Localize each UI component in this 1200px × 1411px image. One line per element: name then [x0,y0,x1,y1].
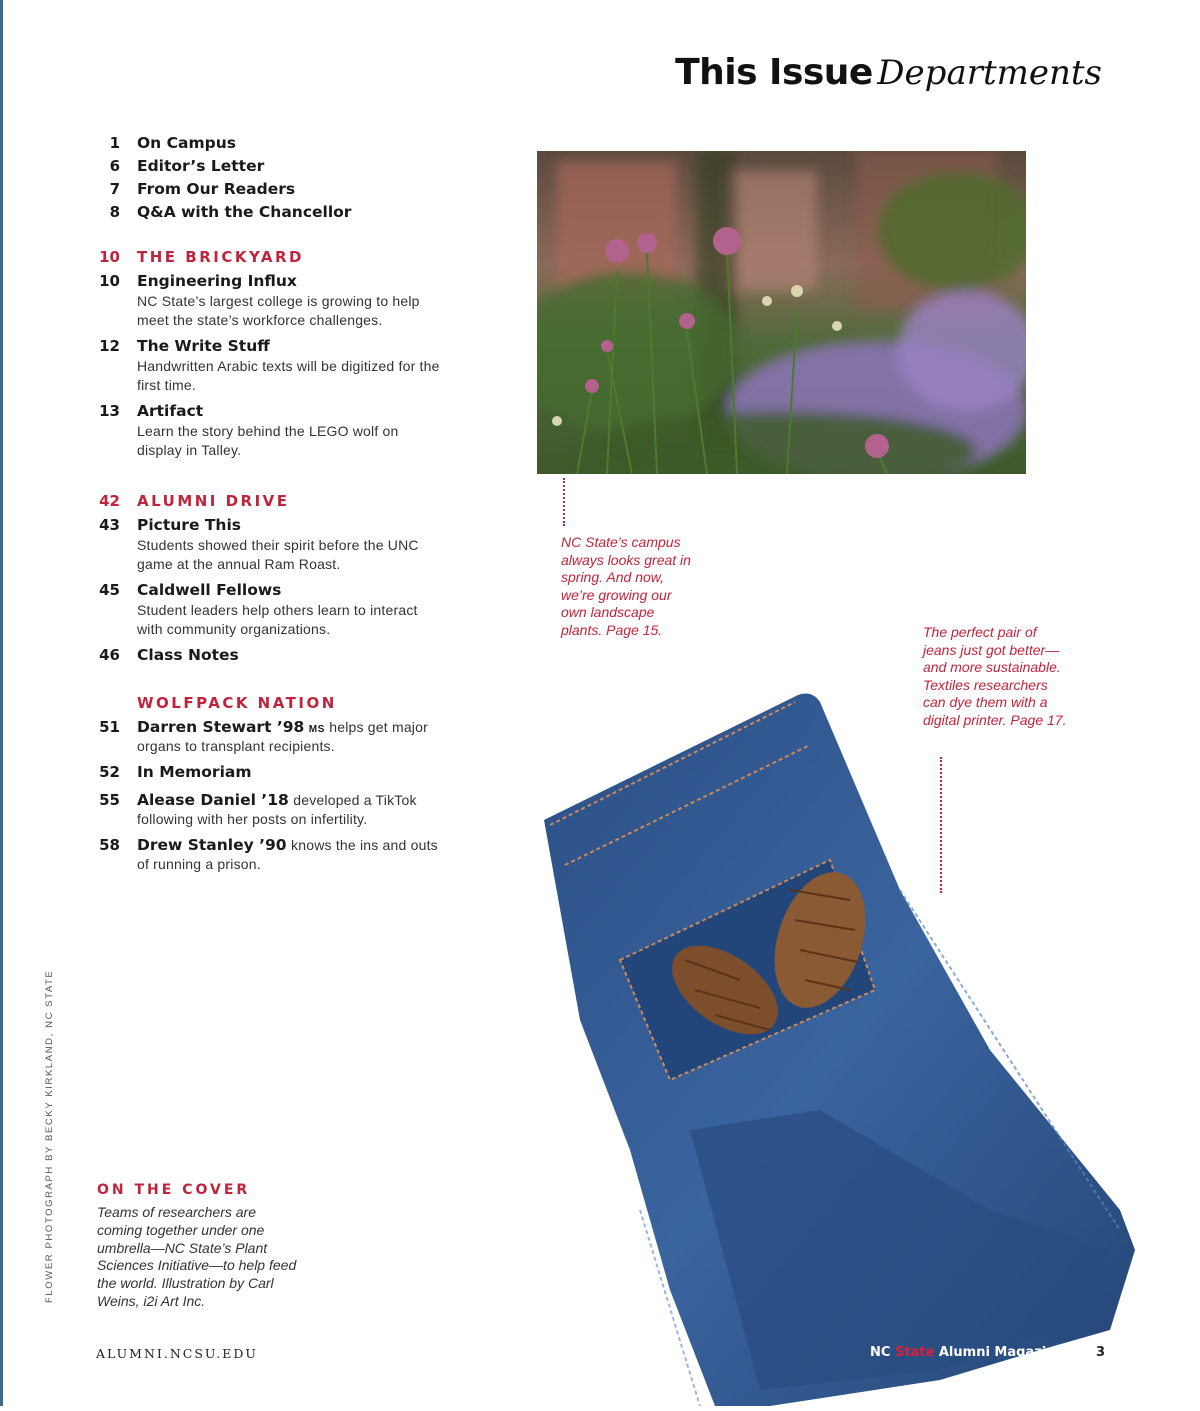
section-title: ALUMNI DRIVE [137,492,290,510]
cover-text: Teams of researchers are coming together under one umbrella—NC State’s Plant Sciences Initiative—to help feed the world. Illustration by Carl Weins, i2i Art Inc. [97,1204,297,1309]
title-italic: Departments [877,53,1102,93]
toc-page-number: 13 [99,402,120,420]
toc-item[interactable] [90,157,460,180]
toc-inline-text: knows the ins and outs [291,837,438,853]
photo-credit: FLOWER PHOTOGRAPH BY BECKY KIRKLAND, NC STATE [44,969,55,1303]
toc-page-number: 51 [99,718,120,736]
table-of-contents [90,134,460,874]
toc-item[interactable] [90,718,460,737]
toc-page-number: 10 [99,248,120,266]
title-bold: This Issue [675,52,873,93]
toc-title: Darren Stewart ’98 [137,718,305,736]
toc-page-number: 42 [99,492,120,510]
toc-description: NC State’s largest college is growing to help meet the state’s workforce challenges. [137,293,420,328]
section-heading-brickyard[interactable] [90,248,460,272]
toc-title: Caldwell Fellows [137,581,282,599]
toc-item[interactable] [90,337,460,355]
section-title: THE BRICKYARD [137,248,304,266]
magazine-name [870,1345,1064,1360]
footer-url[interactable]: ALUMNI.NCSU.EDU [96,1346,258,1361]
toc-title: Class Notes [137,646,239,664]
magazine-nc: NC [870,1345,891,1360]
jeans-caption: The perfect pair of jeans just got better—and more sustainable. Textiles researchers can dye them with a digital printer. Page 17. [923,624,1067,728]
toc-item[interactable] [90,180,460,203]
flowers-caption: NC State’s campus always looks great in spring. And now, we’re growing our own landscape plants. Page 15. [561,534,691,638]
toc-title: On Campus [137,134,236,152]
magazine-state: State [894,1345,935,1360]
caption-leader-line [563,478,565,526]
toc-item[interactable] [90,402,460,420]
toc-page-number: 46 [99,646,120,664]
section-title: WOLFPACK NATION [137,694,337,712]
toc-page-number: 43 [99,516,120,534]
toc-page-number: 58 [99,836,120,854]
page-edge-strip [0,0,3,1406]
cover-heading: ON THE COVER [97,1182,251,1198]
jeans-photo-art [520,690,1180,1406]
page-title [675,52,1102,93]
toc-page-number: 8 [109,203,120,221]
toc-item[interactable] [90,272,460,290]
toc-title: Alease Daniel ’18 [137,791,289,809]
toc-page-number: 1 [109,134,120,152]
toc-description: of running a prison. [137,856,261,872]
toc-item[interactable] [90,516,460,534]
toc-title: Artifact [137,402,204,420]
toc-title: Picture This [137,516,242,534]
magazine-rest: Alumni Magazine [938,1345,1065,1360]
on-the-cover [97,1182,297,1311]
toc-page-number: 55 [99,791,120,809]
toc-description: Handwritten Arabic texts will be digitized for the first time. [137,358,440,393]
toc-inline-text: helps get major [329,719,428,735]
toc-title: From Our Readers [137,180,296,198]
toc-title: Engineering Influx [137,272,297,290]
flowers-photo-art [537,151,1026,474]
toc-item[interactable] [90,836,460,855]
toc-description: Students showed their spirit before the UNC game at the annual Ram Roast. [137,537,419,572]
toc-title: In Memoriam [137,763,252,781]
toc-description: organs to transplant recipients. [137,738,335,754]
degree-suffix: MS [308,724,325,735]
flowers-photo [537,151,1026,474]
toc-item[interactable] [90,791,460,810]
toc-page-number: 45 [99,581,120,599]
toc-title: Q&A with the Chancellor [137,203,352,221]
toc-description: Student leaders help others learn to interact with community organizations. [137,602,418,637]
section-heading-alumni-drive[interactable] [90,492,460,516]
toc-inline-text: developed a TikTok [293,792,417,808]
toc-description: Learn the story behind the LEGO wolf on display in Talley. [137,423,399,458]
toc-title: The Write Stuff [137,337,270,355]
section-heading-wolfpack-nation[interactable] [90,694,460,718]
toc-item[interactable] [90,581,460,599]
toc-page-number: 52 [99,763,120,781]
toc-title: Editor’s Letter [137,157,265,175]
toc-description: following with her posts on infertility. [137,811,368,827]
toc-page-number: 6 [109,157,120,175]
toc-page-number: 12 [99,337,120,355]
toc-page-number: 10 [99,272,120,290]
toc-page-number: 7 [109,180,120,198]
toc-title: Drew Stanley ’90 [137,836,287,854]
toc-item[interactable] [90,203,460,226]
page-number: 3 [1096,1345,1106,1360]
toc-item[interactable] [90,646,460,664]
jeans-photo [520,690,1180,1406]
toc-item[interactable] [90,134,460,157]
toc-item[interactable] [90,763,460,781]
